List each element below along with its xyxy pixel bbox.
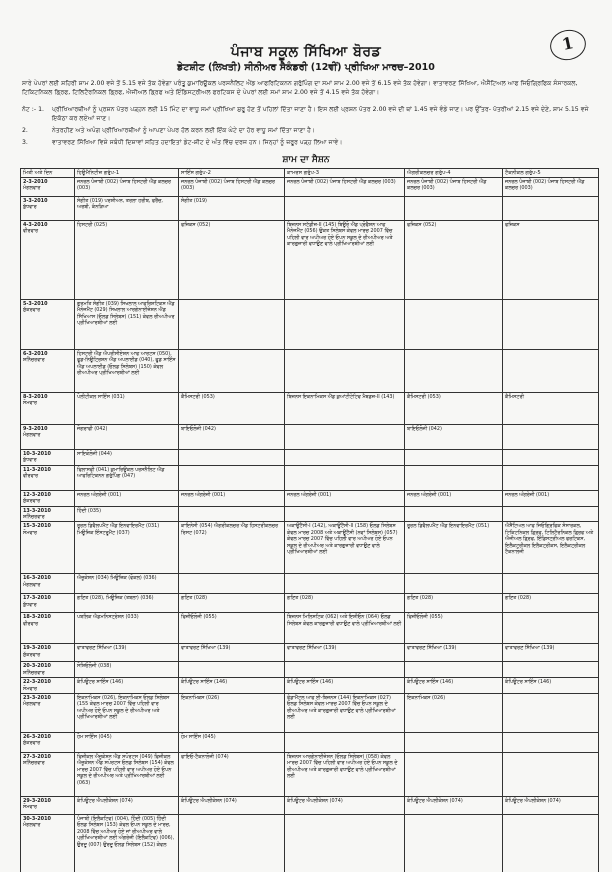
subject-cell xyxy=(405,815,503,872)
date-cell xyxy=(21,490,75,506)
column-header: ਮਿਤੀ ਅਤੇ ਦਿਨ xyxy=(21,169,75,178)
date-cell xyxy=(21,815,75,872)
subject-cell: ਗਣਿਤ (028) xyxy=(405,594,503,613)
subject-cell xyxy=(285,815,405,872)
table-row xyxy=(21,694,599,733)
subject-cell: ਫੰਡਾਮੈਂਟਲ ਆਫ ਈ-ਬਿਜ਼ਨਸ (144) ਇਕਨਾਮਿਕਸ (027) ਓਲਡ ਸਿਲੇਬਸ ਕੇਵਲ ਮਾਰਚ 2007 ਵਿੱਚ ਓਪਨ ਸਕੂਲ ਦੇ ਰੀਅਪੀਅਰ ਅਤੇ ਕਾਰਗੁਜ਼ਾਰੀ ਵਧਾਉਣ ਵਾਲੇ ਪ੍ਰੀਖਿਆਰਥੀਆਂ ਲਈ xyxy=(285,694,405,733)
exam-date: 20-3-2010 xyxy=(23,663,51,670)
date-cell xyxy=(21,594,75,613)
schedule-body xyxy=(21,178,599,872)
exam-date: 16-3-2010 xyxy=(23,575,51,582)
exam-weekday: ਸੋਮਵਾਰ xyxy=(23,529,37,536)
subject-cell: ਕੰਪਿਊਟਰ ਐਪਲੀਕੇਸ਼ਨ (074) xyxy=(179,797,285,815)
table-row xyxy=(21,465,599,490)
date-cell xyxy=(21,300,75,350)
date-cell xyxy=(21,350,75,393)
date-cell xyxy=(21,522,75,574)
subject-cell: ਸੋਸ਼ਿਓਲੋਜੀ (038) xyxy=(75,662,179,678)
subject-cell: ਬਿਜ਼ਨਸ ਆਰਗੇਨਾਈਜ਼ੇਸ਼ਨ (ਓਲਡ ਸਿਲੇਬਸ) (058) ਕੇਵਲ ਮਾਰਚ 2007 ਵਿੱਚ ਪਹਿਲੀ ਵਾਰ ਅਪੀਅਰ ਹੋਏ ਓਪਨ ਸਕੂਲ ਦੇ ਰੀਅਪੀਅਰ ਅਤੇ ਕਾਰਗੁਜ਼ਾਰੀ ਵਧਾਉਣ ਵਾਲੇ ਪ੍ਰੀਖਿਆਰਥੀਆਂ ਲਈ xyxy=(285,753,405,797)
subject-cell xyxy=(503,197,599,221)
session-heading: ਸ਼ਾਮ ਦਾ ਸੈਸ਼ਨ xyxy=(282,155,330,165)
exam-date: 6-3-2010 xyxy=(23,351,48,357)
subject-cell xyxy=(179,574,285,594)
subject-cell xyxy=(503,733,599,753)
subject-cell: ਜਨਰਲ ਅੰਗਰੇਜ਼ੀ (001) xyxy=(503,490,599,506)
subject-cell xyxy=(285,350,405,393)
subject-cell: ਜਨਰਲ ਪੰਜਾਬੀ (002) ਪੰਜਾਬ ਹਿਸਟਰੀ ਐਂਡ ਕਲਚਰ (003) xyxy=(75,178,179,197)
table-row xyxy=(21,594,599,613)
exam-weekday: ਸ਼ਨਿੱਚਰਵਾਰ xyxy=(23,760,45,767)
date-cell xyxy=(21,644,75,662)
subject-cell xyxy=(405,197,503,221)
subject-cell: ਵਾਤਾਵਰਣ ਸਿੱਖਿਆ (139) xyxy=(405,644,503,662)
table-row xyxy=(21,574,599,594)
exam-weekday: ਵੀਰਵਾਰ xyxy=(23,620,39,627)
exam-weekday: ਮੰਗਲਵਾਰ xyxy=(23,701,41,708)
subject-cell xyxy=(405,300,503,350)
subject-cell: ਫਿਜ਼ੀਕਲ ਐਜੂਕੇਸ਼ਨ ਐਂਡ ਸਪੋਰਟਸ (049) ਫਿਜ਼ੀਕਲ ਐਜੂਕੇਸ਼ਨ ਐਂਡ ਸਪੋਰਟਸ ਓਲਡ ਸਿਲੇਬਸ (154) ਕੇਵਲ ਮਾਰਚ 2007 ਵਿੱਚ ਪਹਿਲੀ ਵਾਰ ਅਪੀਅਰ ਹੋਏ ਓਪਨ ਸਕੂਲ ਦੇ ਰੀਅਪੀਅਰ ਅਤੇ ਪ੍ਰੀਖਿਆਰਥੀਆਂ ਲਈ (063) xyxy=(75,753,179,797)
table-row xyxy=(21,350,599,393)
subject-cell: ਗਣਿਤ (028), ਮਿਊਜ਼ਿਕ (ਤਬਲਾ) (036) xyxy=(75,594,179,613)
subject-cell: ਫਜ਼ਿਕਸ (052) xyxy=(405,221,503,300)
subject-cell: ਅਕਾਊਂਟੈਂਸੀ-I (142), ਅਕਾਊਂਟੈਂਸੀ-II (158) ਓਲਡ ਸਿਲੇਬਸ ਕੇਵਲ ਮਾਰਚ 2008 ਅਤੇ ਅਕਾਊਂਟੈਂਸੀ (ਨਵਾਂ ਸਿਲੇਬਸ) (057) ਕੇਵਲ ਮਾਰਚ 2007 ਵਿੱਚ ਪਹਿਲੀ ਵਾਰ ਅਪੀਅਰ ਹੋਏ ਓਪਨ ਸਕੂਲ ਦੇ ਰੀਅਪੀਅਰ ਅਤੇ ਕਾਰਗੁਜ਼ਾਰੀ ਵਧਾਉਣ ਵਾਲੇ ਪ੍ਰੀਖਿਆਰਥੀਆਂ ਲਈ xyxy=(285,522,405,574)
column-header: ਸਾਇੰਸ ਗਰੁੱਪ-2 xyxy=(179,169,285,178)
note-text: ਪ੍ਰੀਖਿਆਰਥੀਆਂ ਨੂੰ ਪ੍ਰਸ਼ਨ ਪੱਤਰ ਪੜ੍ਹਨ ਲਈ 15 ਮਿੰਟ ਦਾ ਵਾਧੂ ਸਮਾਂ ਪ੍ਰੀਖਿਆ ਸ਼ੁਰੂ ਹੋਣ ਤੋਂ ਪਹਿਲਾਂ ਦਿੱਤਾ ਜਾਣਾ ਹੈ। ਇਸ ਲਈ ਪ੍ਰਸ਼ਨ ਪੱਤਰ 2.00 ਵਜੇ ਦੀ ਥਾਂ 1.45 ਵਜੇ ਵੰਡੇ ਜਾਣ। ਪਰ ਉੱਤਰ- ਪੱਤਰੀਆਂ 2.15 ਵਜੇ ਦੇਣੇ, ਸ਼ਾਮ 5.15 ਵਜੇ ਇਕੱਠਾ ਕਰ ਲਏਆਂ ਜਾਣ। xyxy=(52,106,589,122)
exam-weekday: ਮੰਗਲਵਾਰ xyxy=(23,581,41,588)
date-cell xyxy=(21,733,75,753)
table-row xyxy=(21,506,599,522)
subject-cell: ਕੰਪਿਊਟਰ ਐਪਲੀਕੇਸ਼ਨ (074) xyxy=(285,797,405,815)
table-row xyxy=(21,450,599,466)
schedule-table xyxy=(20,168,599,872)
subject-cell: ਜਨਰਲ ਪੰਜਾਬੀ (002) ਪੰਜਾਬ ਹਿਸਟਰੀ ਐਂਡ ਕਲਚਰ (003) xyxy=(179,178,285,197)
handwritten-page-number: 1 xyxy=(547,27,588,64)
exam-weekday: ਸੋਮਵਾਰ xyxy=(23,685,37,692)
subject-cell: ਵਾਤਾਵਰਣ ਸਿੱਖਿਆ (139) xyxy=(179,644,285,662)
subject-cell xyxy=(179,450,285,466)
column-header: ਹਿਊਮੈਨਿਟੀਜ਼ ਗਰੁੱਪ-1 xyxy=(75,169,179,178)
subject-cell: ਪੋਲੀਟੀਕਲ ਸਾਇੰਸ (031) xyxy=(75,393,179,425)
subject-cell xyxy=(405,662,503,678)
subject-cell: ਗੁਰਮਤਿ ਸੰਗੀਤ (039) ਸਿਖਲਾਲ ਆਫਰਿਸ਼ਟਿਕਸ ਐਂਡ ਮੈਨੇਜਮੈਂਟ (029) ਸਿਖਲਾਲ ਆਰਗੇਨਾਈਜ਼ੇਸ਼ਨ ਐਂਡ ਸਿੱਖਿਆਸ (ਓਲਡ ਸਿਲੇਬਸ) (151) ਕੇਵਲ ਰੀਅਪੀਅਰ ਪ੍ਰੀਖਿਆਰਥੀਆਂ ਲਈ xyxy=(75,300,179,350)
subject-cell: ਕੰਪਿਊਟਰ ਸਾਇੰਸ (146) xyxy=(75,678,179,694)
subject-cell: ਕੰਪਿਊਟਰ ਐਪਲੀਕੇਸ਼ਨ (074) xyxy=(503,797,599,815)
subject-cell: ਫਿਜ਼ੀਓਲੋਜੀ (055) xyxy=(405,613,503,644)
note-item xyxy=(22,138,597,147)
column-header: ਟੈਕਨੀਕਲ ਗਰੁੱਪ-5 xyxy=(503,169,599,178)
exam-weekday: ਬੁੱਧਵਾਰ xyxy=(23,204,37,211)
date-cell xyxy=(21,197,75,221)
subject-cell: ਕੰਪਿਊਟਰ ਸਾਇੰਸ (146) xyxy=(285,678,405,694)
subject-cell xyxy=(503,815,599,872)
table-row xyxy=(21,178,599,197)
subject-cell xyxy=(503,350,599,393)
exam-weekday: ਸ਼ਨਿੱਚਰਵਾਰ xyxy=(23,357,45,364)
subject-cell: ਗਣਿਤ (028) xyxy=(503,594,599,613)
table-row xyxy=(21,613,599,644)
exam-date: 11-3-2010 xyxy=(23,466,51,473)
exam-date: 26-3-2010 xyxy=(23,734,51,741)
note-item xyxy=(22,126,597,135)
table-row xyxy=(21,753,599,797)
subject-cell: ਜਨਰਲ ਪੰਜਾਬੀ (002) ਪੰਜਾਬ ਹਿਸਟਰੀ ਐਂਡ ਕਲਚਰ (003) xyxy=(285,178,405,197)
exam-date: 27-3-2010 xyxy=(23,754,51,761)
subject-cell: ਹਿੰਦੀ (035) xyxy=(75,506,179,522)
subject-cell: ਜਨਰਲ ਪੰਜਾਬੀ (002) ਪੰਜਾਬ ਹਿਸਟਰੀ ਐਂਡ ਕਲਚਰ (003) xyxy=(405,178,503,197)
notes-list xyxy=(22,105,597,150)
table-row xyxy=(21,815,599,872)
subject-cell xyxy=(503,574,599,594)
subject-cell xyxy=(503,465,599,490)
subject-cell: ਪਬਲਿਕ ਐਡਮਨਿਸਟ੍ਰੇਸ਼ਨ (033) xyxy=(75,613,179,644)
subject-cell xyxy=(285,300,405,350)
subject-cell xyxy=(285,506,405,522)
table-row xyxy=(21,662,599,678)
exam-weekday: ਸ਼ਨਿੱਚਰਵਾਰ xyxy=(23,669,45,676)
subject-cell xyxy=(503,613,599,644)
exam-date: 8-3-2010 xyxy=(23,394,48,400)
exam-date: 3-3-2010 xyxy=(23,198,48,204)
date-cell xyxy=(21,694,75,733)
table-header-row xyxy=(21,169,599,178)
subject-cell: ਸੰਗੀਤ (019) xyxy=(179,197,285,221)
exam-weekday: ਸ਼ੁੱਕਰਵਾਰ xyxy=(23,651,41,658)
subject-cell xyxy=(285,450,405,466)
timing-instructions: ਸਾਰੇ ਪੇਪਰਾਂ ਲਈ ਸ਼ਹਿਰੀ ਸ਼ਾਮ 2.00 ਵਜੇ ਤੋਂ 5.15 ਵਜੇ ਤੱਕ ਹੋਵੇਗਾ ਪਰੰਤੂ ਕੁਮਾਰਿਊਕਲ ਪਰਸਨੈਲਿਟ ਐਂਡ ਆਫਰਿਟਿਕਨਨ ਗਰੁੱਪਿੰਗ ਦਾ ਸਮਾਂ ਸ਼ਾਮ 2.00 ਵਜੇ ਤੋਂ 6.15 ਵਜੇ ਤੱਕ ਹੋਵੇਗਾ। ਵਾਤਾਵਰਣ ਸਿੱਖਿਆ, ਐਸੈਂਟਿਅਲ ਆਫ ਜਿਓਗ੍ਰਿਫਿਕ ਸੰਸਾਰਕਲ, ਟਿਕਿਟਨਿਕਲ ਡ੍ਰਿਫ, ਟਿਲਿਟੈਰਨਿਕਲ ਡ੍ਰਿਫ, ਐਜੀਅਲ ਡ੍ਰਿਫ ਅਤੇ ਇੰਡਿਸਟ੍ਰੀਅਲ ਫਰਟਿਕਸ ਦੇ ਪੇਪਰਾਂ ਲਈ ਸਮਾਂ ਸ਼ਾਮ 2.00 ਵਜੇ ਤੋਂ 4.15 ਵਜੇ ਤੱਕ ਹੋਵੇਗਾ। xyxy=(22,80,578,96)
subject-cell xyxy=(405,350,503,393)
exam-weekday: ਸੋਮਵਾਰ xyxy=(23,400,37,407)
subject-cell: ਸੰਗੀਤ (019) ਪਰਸ਼ੀਅਨ, ਤਰਲਾ ਹਰੀਬ, ਫਰੈਂਚ, ਅਰਬੀ, ਕੰਨੜਿਆ xyxy=(75,197,179,221)
subject-cell: ਬਿਜ਼ਨਸ ਸਟੱਡੀਜ਼-II (145) ਬਿਊਰੋ ਐਂਡ ਪ੍ਰੋਫੈਸ਼ਨ ਆਫ ਮੈਨੇਜਮੈਂਟ (056) ਉਕਤ ਸਿਲੇਬਸ ਕੇਵਲ ਮਾਰਚ 2007 ਵਿੱਚ ਪਹਿਲੀ ਵਾਰ ਅਪੀਅਰ ਹੋਏ ਓਪਨ ਸਕੂਲ ਦੇ ਰੀਅਪੀਅਰ ਅਤੇ ਕਾਰਗੁਜ਼ਾਰੀ ਵਧਾਉਣ ਵਾਲੇ ਪ੍ਰੀਖਿਆਰਥੀਆਂ ਲਈ xyxy=(285,221,405,300)
subject-cell: ਰੂਰਲ ਡਿਵੈਲਪਮੈਂਟ ਐਂਡ ਇਨਵਾਇਰਮੈਂਟ (031) ਮਿਊਜ਼ਿਕ ਇੰਸਟਰੂਮੈਂਟ (037) xyxy=(75,522,179,574)
exam-date: 23-3-2010 xyxy=(23,695,51,702)
table-row xyxy=(21,393,599,425)
subject-cell xyxy=(179,506,285,522)
subject-cell: ਗਣਿਤ (028) xyxy=(285,594,405,613)
subject-cell: ਹਿਸਟਰੀ (025) xyxy=(75,221,179,300)
exam-date: 4-3-2010 xyxy=(23,222,48,228)
subject-cell xyxy=(285,197,405,221)
subject-cell: ਬਿਜ਼ਨਸ ਮਿਲਿਸਟਿਕ (062) ਅਤੇ ਇਸ਼ੀਓਨ (064) ਓਲਡ ਸਿਲੇਬਸ ਕੇਵਲ ਕਾਰਗੁਜ਼ਾਰੀ ਵਧਾਉਣ ਵਾਲੇ ਪ੍ਰੀਖਿਆਰਥੀਆਂ ਲਈ xyxy=(285,613,405,644)
subject-cell: ਕੰਪਿਊਟਰ ਸਾਇੰਸ (146) xyxy=(503,678,599,694)
subject-cell xyxy=(503,662,599,678)
subject-cell: ਇਕਨਾਮਿਕਸ (026) xyxy=(405,694,503,733)
exam-weekday: ਵੀਰਵਾਰ xyxy=(23,228,39,235)
subject-cell: ਜਨਰਲ ਪੰਜਾਬੀ (002) ਪੰਜਾਬ ਹਿਸਟਰੀ ਐਂਡ ਕਲਚਰ (003) xyxy=(503,178,599,197)
subject-cell: ਹੋਮ ਸਾਇੰਸ (045) xyxy=(179,733,285,753)
subject-cell: ਕਾਇਨੇਸੀ (054) ਐਗਰੀਕਲਚਰ ਐਂਡ ਹਿਸਟਰੀਕਲਚਰ ਰਿਸਟ (072) xyxy=(179,522,285,574)
subject-cell xyxy=(405,574,503,594)
exam-date: 9-3-2010 xyxy=(23,426,48,432)
subject-cell xyxy=(405,753,503,797)
subject-cell xyxy=(503,450,599,466)
exam-date: 5-3-2010 xyxy=(23,301,48,307)
subject-cell: ਕੈਮਿਸਟਰੀ xyxy=(503,393,599,425)
table-row xyxy=(21,425,599,450)
table-row xyxy=(21,522,599,574)
datesheet-subtitle: ਡੇਟਸ਼ੀਟ (ਲਿਖਤੀ) ਸੀਨੀਅਰ ਸੈਕੰਡਰੀ (12ਵੀਂ) ਪ੍ਰੀਖਿਆ ਮਾਰਚ–2010 xyxy=(177,62,435,73)
subject-cell: ਗਣਿਤ (028) xyxy=(179,594,285,613)
subject-cell: ਹੋਮ ਸਾਇੰਸ (045) xyxy=(75,733,179,753)
note-number: 2. xyxy=(22,127,28,134)
date-cell xyxy=(21,574,75,594)
date-cell xyxy=(21,425,75,450)
subject-cell: ਜਨਰਲ ਅੰਗਰੇਜ਼ੀ (001) xyxy=(75,490,179,506)
subject-cell: ਕੰਪਿਊਟਰ ਸਾਇੰਸ (146) xyxy=(179,678,285,694)
table-row xyxy=(21,733,599,753)
table-row xyxy=(21,797,599,815)
date-cell xyxy=(21,465,75,490)
note-text: ਨੇਤਰਹੀਣ ਅਤੇ ਅਪੰਗ ਪ੍ਰੀਖਿਆਰਥੀਆਂ ਨੂੰ ਆਪਣਾ ਪੇਪਰ ਹੱਲ ਕਰਨ ਲਈ ਇੱਕ ਘੰਟੇ ਦਾ ਹੋਰ ਵਾਧੂ ਸਮਾਂ ਦਿੱਤਾ ਜਾਣਾ ਹੈ। xyxy=(52,127,316,134)
subject-cell: ਜਨਰਲ ਅੰਗਰੇਜ਼ੀ (001) xyxy=(179,490,285,506)
subject-cell xyxy=(503,753,599,797)
exam-date: 17-3-2010 xyxy=(23,595,51,602)
subject-cell: ਇਕਨਾਮਿਕਸ (026), ਇਕਨਾਮਿਕਸ ਓਲਡ ਸਿਲੇਬਸ (155 ਕੇਵਲ ਮਾਰਚ 2007 ਵਿੱਚ ਪਹਿਲੀ ਵਾਰ ਅਪੀਅਰ ਹੋਏ ਓਪਨ ਸਕੂਲ ਦੇ ਰੀਅਪੀਅਰ ਅਤੇ ਪ੍ਰੀਖਿਆਰਥੀਆਂ ਲਈ xyxy=(75,694,179,733)
subject-cell xyxy=(503,300,599,350)
subject-cell: ਜਨਰਲ ਅੰਗਰੇਜ਼ੀ (001) xyxy=(405,490,503,506)
table-row xyxy=(21,644,599,662)
subject-cell xyxy=(285,465,405,490)
subject-cell xyxy=(503,694,599,733)
note-text: ਵਾਤਾਵਰਣ ਸਿੱਖਿਆ ਵਿਸ਼ੇ ਸਬੰਧੀ ਦਿਸ਼ਾਵਾਂ ਸਹਿਤ ਹਦਾਇਤਾਂ ਡੇਟ-ਸ਼ੀਟ ਦੇ ਅੰਤ ਵਿੱਚ ਦਰਜ ਹਨ। ਜਿਨ੍ਹਾਂ ਨੂੰ ਜ਼ਰੂਰ ਪੜ੍ਹ ਲਿਆ ਜਾਵੇ। xyxy=(52,139,343,146)
date-cell xyxy=(21,178,75,197)
subject-cell: ਬਿਜ਼ਨਸ ਇਕਨਾਮਿਕਸ ਐਂਡ ਕੁਆਂਟੀਟੇਟਿਵ ਮੈਥਡਜ਼-II (143) xyxy=(285,393,405,425)
exam-date: 2-3-2010 xyxy=(23,179,48,185)
subject-cell xyxy=(285,574,405,594)
subject-cell xyxy=(285,662,405,678)
subject-cell xyxy=(405,733,503,753)
subject-cell: ਜੋਗਰਾਫੀ (042) xyxy=(75,425,179,450)
subject-cell xyxy=(285,733,405,753)
subject-cell: ਹਿਸਟਰੀ ਐਂਡ ਐਪਰੀਸੀਏਸ਼ਨ ਆਫ ਆਰਟਸ (050), ਫੂਡ-ਨਿਊਟ੍ਰਿਸ਼ਨ ਐਂਡ ਅਪਲਾਈਡ (040), ਫੂਡ ਸਾਇੰਸ ਐਂਡ ਅਪਲਾਈਡ (ਓਲਡ ਸਿਲੇਬਸ) (150) ਕੇਵਲ ਰੀਅਪੀਅਰ ਪ੍ਰੀਖਿਆਰਥੀਆਂ ਲਈ xyxy=(75,350,179,393)
subject-cell: ਜਨਰਲ ਅੰਗਰੇਜ਼ੀ (001) xyxy=(285,490,405,506)
exam-date: 15-3-2010 xyxy=(23,523,51,530)
board-title: ਪੰਜਾਬ ਸਕੂਲ ਸਿੱਖਿਆ ਬੋਰਡ xyxy=(230,44,382,60)
subject-cell: ਵਾਤਾਵਰਣ ਸਿੱਖਿਆ (139) xyxy=(503,644,599,662)
subject-cell: ਸਾਇਕੋਲੋਜੀ (044) xyxy=(75,450,179,466)
table-row xyxy=(21,490,599,506)
subject-cell: ਫਾਇਓ-ਟੈਕਨਾਲੋਜੀ (074) xyxy=(179,753,285,797)
subject-cell: ਵਾਤਾਵਰਣ ਸਿੱਖਿਆ (139) xyxy=(75,644,179,662)
date-cell xyxy=(21,613,75,644)
exam-weekday: ਮੰਗਲਵਾਰ xyxy=(23,185,41,192)
exam-date: 12-3-2010 xyxy=(23,491,51,498)
column-header: ਕਾਮਰਸ ਗਰੁੱਪ-3 xyxy=(285,169,405,178)
subject-cell: ਇਕਨਾਮਿਕਸ (026) xyxy=(179,694,285,733)
exam-date: 19-3-2010 xyxy=(23,645,51,652)
subject-cell: ਐਸੈਂਟਿਅਲ ਆਫ ਜਿਓਗ੍ਰਿਫਿਕ ਸੰਸਾਰਕਲ, ਟਿਕਿਟਨਿਕਲ ਡ੍ਰਿਫ, ਟਿਲਿਟੈਰਨਿਕਲ ਡ੍ਰਿਫ ਅਤੇ ਐਜੀਅਲ ਡ੍ਰਿਫ, ਇੰਡਿਸਟ੍ਰੀਅਲ ਫਰਟਿਕਸ, ਇਲੈਕਟ੍ਰੀਕਲ ਇਲੈਕਟ੍ਰੀਕਸ, ਇਲੈਕਟ੍ਰੀਕਲ ਟੈਕਨਾਲੋਜੀ xyxy=(503,522,599,574)
exam-weekday: ਬੁੱਧਵਾਰ xyxy=(23,601,37,608)
subject-cell xyxy=(285,425,405,450)
subject-cell xyxy=(405,506,503,522)
subject-cell xyxy=(179,465,285,490)
subject-cell xyxy=(179,300,285,350)
exam-date: 29-3-2010 xyxy=(23,798,51,805)
exam-date: 13-3-2010 xyxy=(23,507,51,514)
subject-cell: ਬਾਇਓਲੋਜੀ (042) xyxy=(405,425,503,450)
date-cell xyxy=(21,662,75,678)
subject-cell xyxy=(179,662,285,678)
column-header: ਐਗਰੀਕਲਚਰ ਗਰੁੱਪ-4 xyxy=(405,169,503,178)
exam-weekday: ਸ਼ਨਿੱਚਰਵਾਰ xyxy=(23,514,45,521)
note-number: ਨੋਟ :- 1. xyxy=(22,106,44,113)
exam-weekday: ਮੰਗਲਵਾਰ xyxy=(23,822,41,829)
date-cell xyxy=(21,753,75,797)
subject-cell: ਫਿਲਾਸਫੀ (041) ਕੁਮਾਰਿਊਕਲ ਪਰਸਨੈਲਿਟ ਐਂਡ ਆਫਰਿਟਿਕਨਨ ਗਰੁੱਪਿੰਗ (047) xyxy=(75,465,179,490)
subject-cell xyxy=(405,465,503,490)
subject-cell: ਕੈਮਿਸਟਰੀ (053) xyxy=(405,393,503,425)
table-row xyxy=(21,221,599,300)
date-cell xyxy=(21,506,75,522)
subject-cell: ਐਜੂਕੇਸ਼ਨ (034) ਮਿਊਜ਼ਿਕ (ਵੋਕਲ) (036) xyxy=(75,574,179,594)
note-item xyxy=(22,105,597,123)
subject-cell: ਬਾਇਓਲੋਜੀ (042) xyxy=(179,425,285,450)
date-cell xyxy=(21,797,75,815)
exam-date: 18-3-2010 xyxy=(23,614,51,621)
subject-cell xyxy=(179,350,285,393)
subject-cell: ਕੰਪਿਊਟਰ ਐਪਲੀਕੇਸ਼ਨ (074) xyxy=(405,797,503,815)
exam-weekday: ਸ਼ੁੱਕਰਵਾਰ xyxy=(23,307,41,314)
date-cell xyxy=(21,678,75,694)
subject-cell: ਫਿਜ਼ੀਓਲੋਜੀ (055) xyxy=(179,613,285,644)
note-number: 3. xyxy=(22,139,28,146)
exam-weekday: ਵੀਰਵਾਰ xyxy=(23,473,39,480)
table-row xyxy=(21,678,599,694)
exam-weekday: ਸੋਮਵਾਰ xyxy=(23,804,37,811)
subject-cell: ਫਜ਼ਿਕਸ (052) xyxy=(179,221,285,300)
subject-cell xyxy=(503,425,599,450)
subject-cell xyxy=(405,450,503,466)
exam-weekday: ਸ਼ੁੱਕਰਵਾਰ xyxy=(23,740,41,747)
subject-cell: ਫਜ਼ਿਕਸ xyxy=(503,221,599,300)
date-cell xyxy=(21,393,75,425)
exam-date: 10-3-2010 xyxy=(23,451,51,457)
subject-cell: ਕੈਮਿਸਟਰੀ (053) xyxy=(179,393,285,425)
subject-cell: ਰੂਰਲ ਡਿਵੈਲਪਮੈਂਟ ਐਂਡ ਇਨਵਾਇਰਮੈਂਟ (051) xyxy=(405,522,503,574)
subject-cell xyxy=(179,815,285,872)
date-cell xyxy=(21,450,75,466)
subject-cell: ਕੰਪਿਊਟਰ ਸਾਇੰਸ (146) xyxy=(405,678,503,694)
subject-cell xyxy=(503,506,599,522)
exam-weekday: ਸ਼ੁੱਕਰਵਾਰ xyxy=(23,498,41,505)
date-cell xyxy=(21,221,75,300)
exam-weekday: ਮੰਗਲਵਾਰ xyxy=(23,432,41,439)
subject-cell: ਵਾਤਾਵਰਣ ਸਿੱਖਿਆ (139) xyxy=(285,644,405,662)
table-row xyxy=(21,300,599,350)
exam-date: 22-3-2010 xyxy=(23,679,51,686)
exam-weekday: ਬੁੱਧਵਾਰ xyxy=(23,457,37,464)
subject-cell: ਪੰਜਾਬੀ (ਇਲੈਕਟਿਵ) (004), ਹਿੰਦੀ (005) ਹਿੰਦੀ ਓਲਡ ਸਿਲੇਬਸ (153) ਕੇਵਲ ਓਪਨ ਸਕੂਲ ਦੇ ਮਾਰਚ, 2008 ਵਿੱਚ ਅਪੀਅਰ ਹੋਏ ਜਾਂ ਰੀਅਪੀਅਰ ਵਾਲੇ ਪ੍ਰੀਖਿਆਰਥੀਆਂ ਲਈ ਅੰਗਰੇਜ਼ੀ (ਇਲੈਕਟਿਵ) (006), ਉਰਦੂ (007) ਉਰਦੂ ਓਲਡ ਸਿਲੇਬਸ (152) ਕੇਵਲ xyxy=(75,815,179,872)
exam-date: 30-3-2010 xyxy=(23,816,51,823)
table-row xyxy=(21,197,599,221)
subject-cell: ਕੰਪਿਊਟਰ ਐਪਲੀਕੇਸ਼ਨ (074) xyxy=(75,797,179,815)
